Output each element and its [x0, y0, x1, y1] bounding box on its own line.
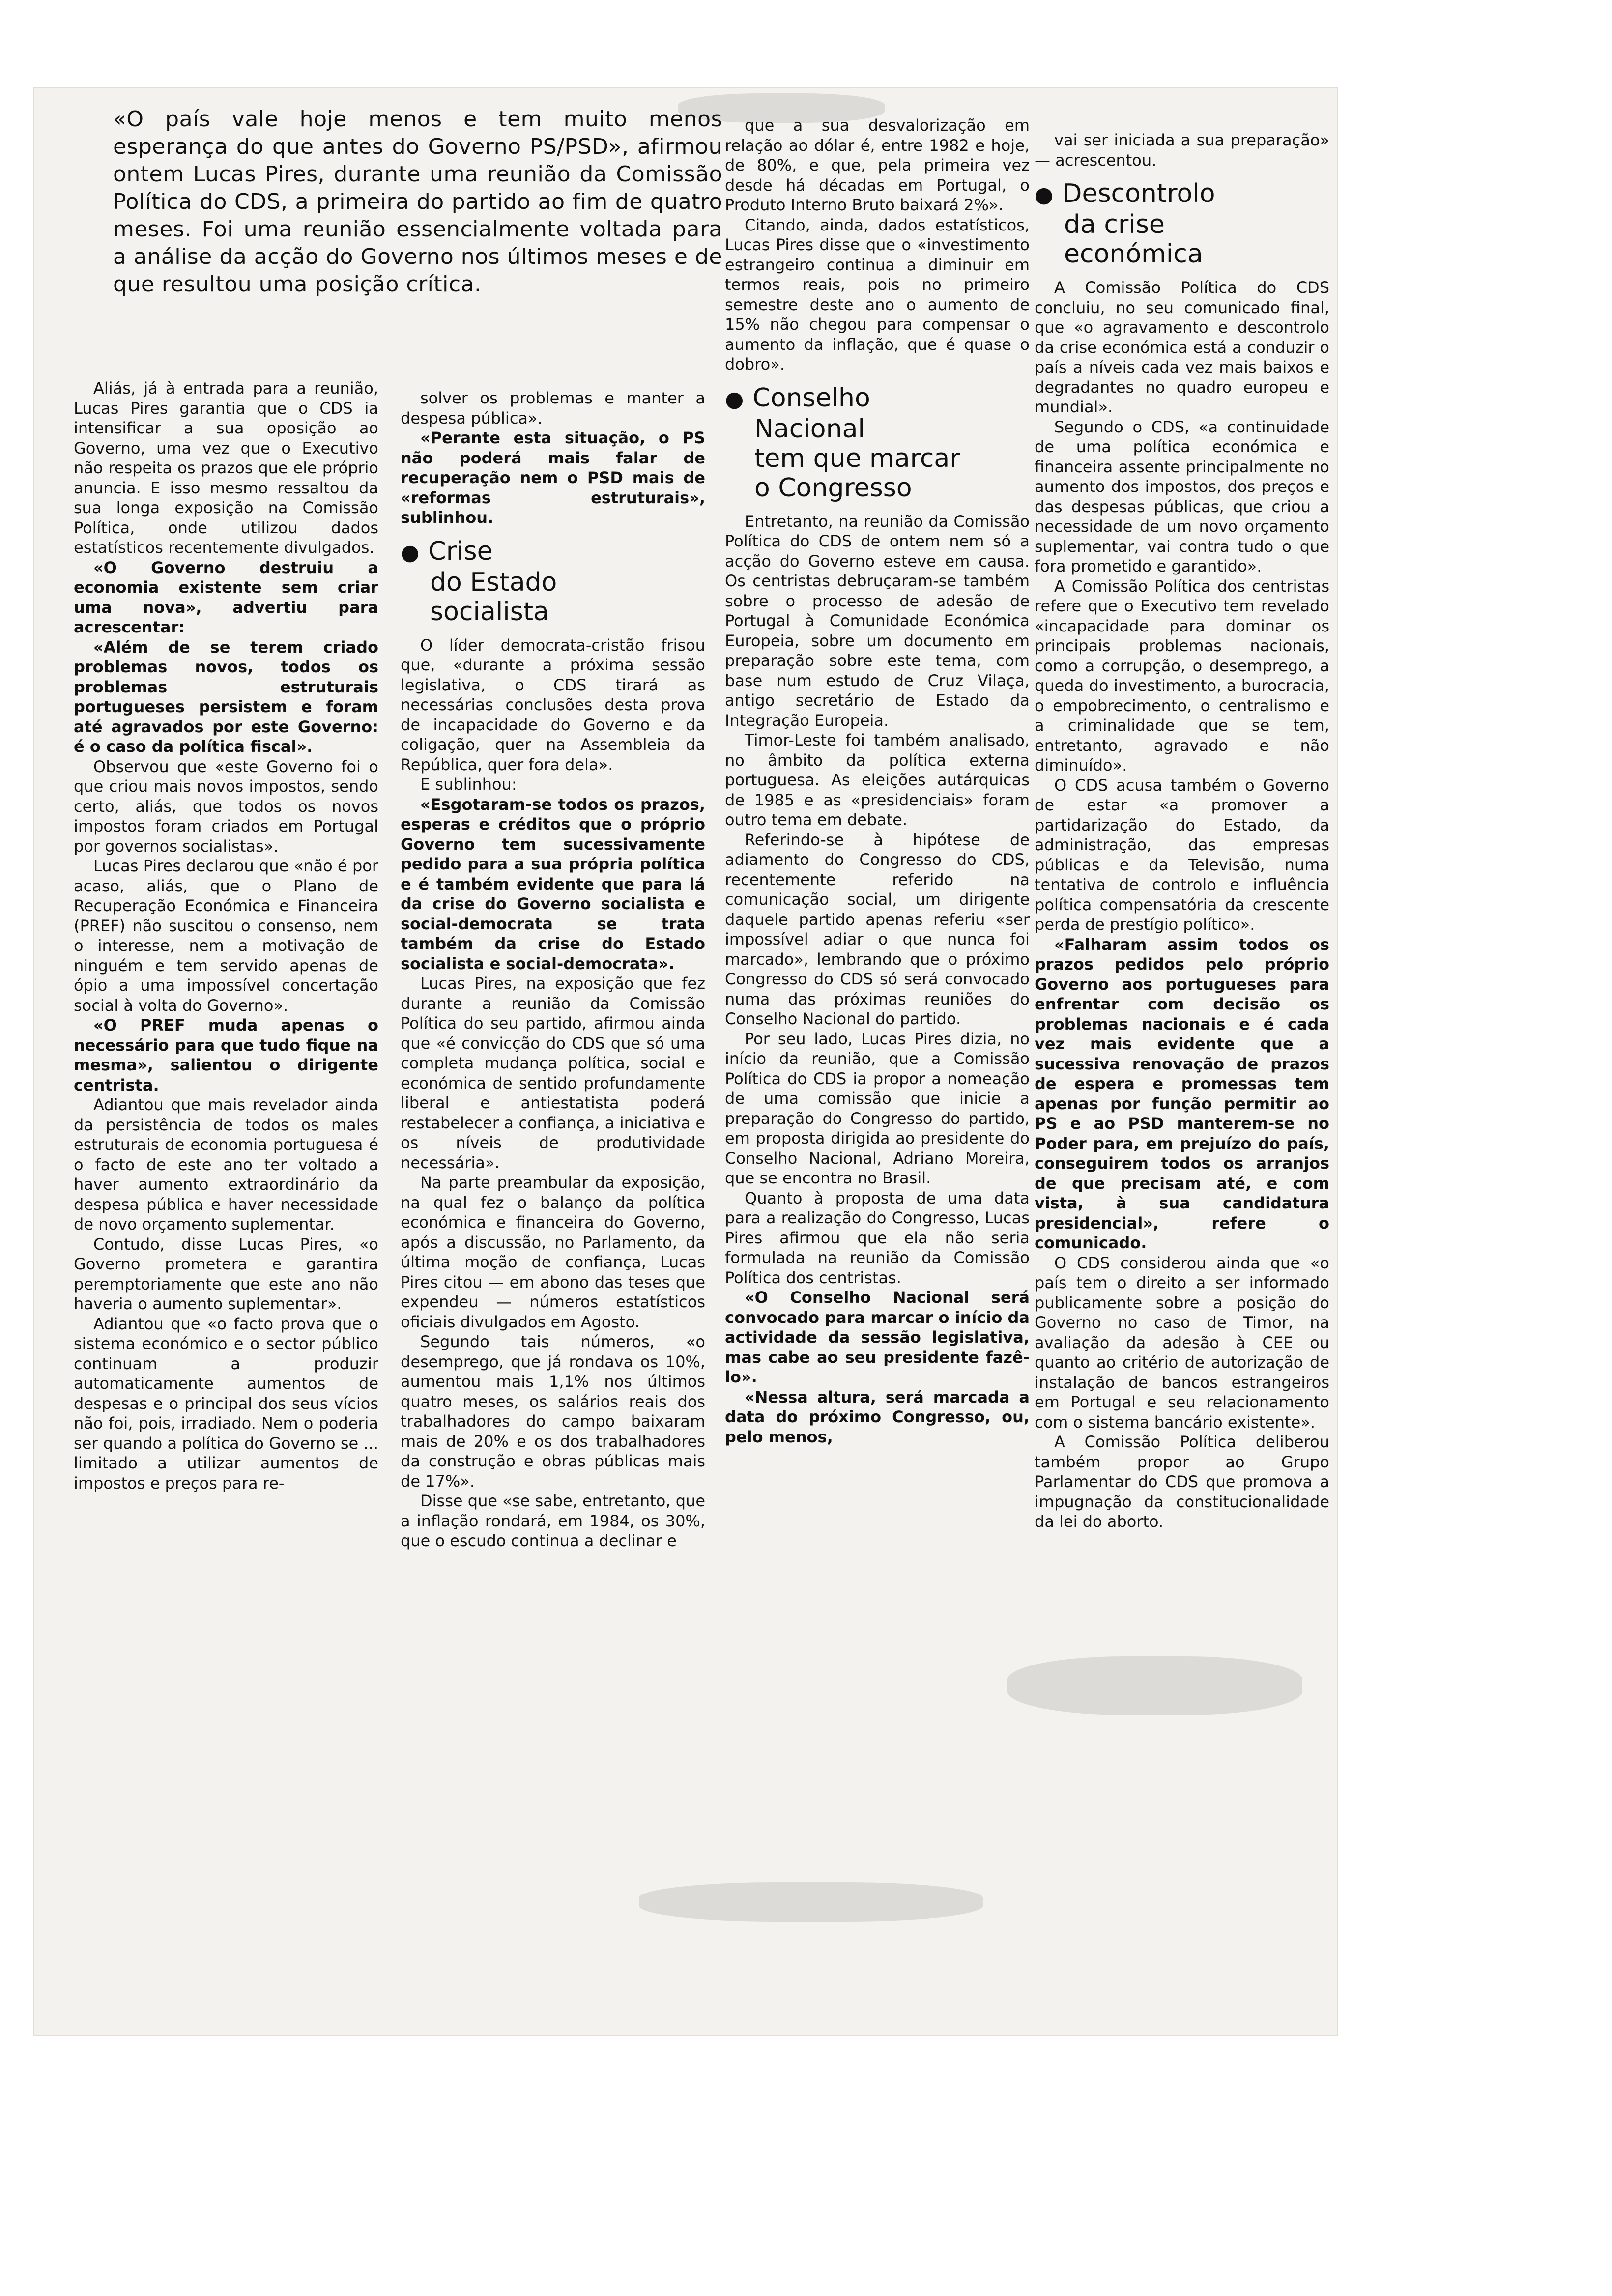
paragraph: Citando, ainda, dados estatísticos, Lucas Pires disse que o «investimento estrangeiro continua a diminuir em termos reais, pois no primeiro semestre deste ano o aumento de 15% não chegou para compensar o aumento da inflação, que é quase o dobro».	[725, 215, 1030, 373]
paragraph: Timor-Leste foi também analisado, no âmbito da política externa portuguesa. As eleições autárquicas de 1985 e as «presidenciais» foram outro tema em debate.	[725, 731, 1030, 829]
paragraph: Contudo, disse Lucas Pires, «o Governo prometera e garantira peremptoriamente que este ano não haveria o aumento suplementar».	[74, 1234, 378, 1313]
paragraph: Adiantou que «o facto prova que o sistema económico e o sector público continuam a produzir automaticamente aumentos de despesas e o principal dos seus vícios não foi, pois, irradiado. Nem o poderia ser quando a política do Governo se ... limitado a utilizar aumentos de impostos e preços para re-	[74, 1314, 378, 1492]
paragraph: Disse que «se sabe, entretanto, que a inflação rondará, em 1984, os 30%, que o escudo continua a declinar e	[401, 1492, 705, 1550]
paragraph: vai ser iniciada a sua preparação» — acrescentou.	[1035, 131, 1329, 170]
lead-paragraph: «O país vale hoje menos e tem muito menos esperança do que antes do Governo PS/PSD», afirmou ontem Lucas Pires, durante uma reunião da Comissão Política do CDS, a primeira do partido ao fim de quatro meses. Foi uma reunião essencialmente voltada para a análise da acção do Governo nos últimos meses e de que resultou uma posição crítica.	[113, 107, 722, 297]
paragraph: A Comissão Política do CDS concluiu, no seu comunicado final, que «o agravamento e descontrolo da crise económica está a conduzir o país a níveis cada vez mais baixos e degradantes no quadro europeu e mundial».	[1035, 278, 1329, 416]
print-smudge	[639, 1882, 983, 1922]
print-smudge	[1008, 1656, 1302, 1715]
paragraph: Quanto à proposta de uma data para a realização do Congresso, Lucas Pires afirmou que ela não seria formulada na reunião da Comissão Política dos centristas.	[725, 1188, 1030, 1287]
paragraph: «Além de se terem criado problemas novos, todos os problemas estruturais portugueses persistem e foram até agravados por este Governo: é o caso da política fiscal».	[74, 637, 378, 756]
column-3-intro	[725, 115, 1030, 374]
paragraph: Entretanto, na reunião da Comissão Política do CDS de ontem nem só a acção do Governo esteve em causa. Os centristas debruçaram-se também sobre o processo de adesão de Portugal à Comunidade Económica Europeia, sobre um documento em preparação sobre este tema, com base num estudo de Cruz Vilaça, antigo secretário de Estado da Integração Europeia.	[725, 512, 1030, 730]
bullet-icon: ●	[725, 386, 744, 412]
paragraph: E sublinhou:	[420, 775, 517, 794]
paragraph: Na parte preambular da exposição, na qual fez o balanço da política económica e financeira do Governo, após a discussão, no Parlamento, da última moção de confiança, Lucas Pires citou — em abono das teses que expendeu — números estatísticos oficiais divulgados em Agosto.	[401, 1173, 705, 1331]
column-4	[1035, 130, 1329, 1532]
column-1	[74, 378, 378, 1493]
subheading-descontrolo: ● Descontrolo da crise económica	[1035, 179, 1215, 269]
paragraph: Por seu lado, Lucas Pires dizia, no início da reunião, que a Comissão Política do CDS ia propor a nomeação de uma comissão que inicie a preparação do Congresso do partido, em proposta dirigida ao presidente do Conselho Nacional, Adriano Moreira, que se encontra no Brasil.	[725, 1029, 1030, 1187]
paragraph: Observou que «este Governo foi o que criou mais novos impostos, sendo certo, aliás, que todos os novos impostos foram criados em Portugal por governos socialistas».	[74, 757, 378, 856]
paragraph: «Nessa altura, será marcada a data do próximo Congresso, ou, pelo menos,	[725, 1387, 1030, 1446]
paragraph: O CDS acusa também o Governo de estar «a promover a partidarização do Estado, da administração, das empresas públicas e da Televisão, numa tentativa de controlo e influência política compensatória da crescente perda de prestígio político».	[1035, 775, 1329, 934]
paragraph: Lucas Pires, na exposição que fez durante a reunião da Comissão Política do seu partido, afirmou ainda que «é convicção do CDS que só uma completa mudança política, social e económica de sentido profundamente liberal e antiestatista poderá restabelecer a confiança, a iniciativa e os níveis de produtividade necessária».	[401, 974, 705, 1172]
column-4-body	[1035, 278, 1329, 1532]
paragraph: «Perante esta situação, o PS não poderá mais falar de recuperação nem o PSD mais de «reformas estruturais», sublinhou.	[401, 429, 705, 527]
paragraph: O CDS considerou ainda que «o país tem o direito a ser informado publicamente sobre a posição do Governo no caso de Timor, na avaliação da adesão à CEE ou quanto ao critério de autorização de instalação de bancos estrangeiros em Portugal e seu relacionamento com o sistema bancário existente».	[1035, 1253, 1329, 1432]
paragraph: Referindo-se à hipótese de adiamento do Congresso do CDS, recentemente referido na comunicação social, um dirigente daquele partido apenas referiu «ser impossível adiar o que nunca foi marcado», lembrando que o próximo Congresso do CDS só será convocado numa das próximas reuniões do Conselho Nacional do partido.	[725, 830, 1030, 1028]
paragraph: A Comissão Política dos centristas refere que o Executivo tem revelado «incapacidade para dominar os principais problemas nacionais, como a corrupção, o desemprego, a queda do investimento, a burocracia, o empobrecimento, o centralismo e a criminalidade que se tem, entretanto, agravado e não diminuído».	[1035, 576, 1329, 775]
paragraph: «Esgotaram-se todos os prazos, esperas e créditos que o próprio Governo tem sucessivamente pedido para a sua própria política e é também evidente que para lá da crise do Governo socialista e social-democrata se trata também da crise do Estado socialista e social-democrata».	[401, 795, 705, 973]
paragraph: «O Governo destruiu a economia existente sem criar uma nova», advertiu para acrescentar:	[74, 558, 378, 636]
subheading-crise: ● Crise do Estado socialista	[401, 536, 557, 627]
column-2-body	[401, 635, 705, 1551]
subheading-conselho: ● Conselho Nacional tem que marcar o Congresso	[725, 383, 960, 503]
paragraph: que a sua desvalorização em relação ao dólar é, entre 1982 e hoje, de 80%, e que, pela primeira vez desde há décadas em Portugal, o Produto Interno Bruto baixará 2%».	[725, 116, 1030, 214]
column-3-body	[725, 512, 1030, 1447]
paragraph: Segundo tais números, «o desemprego, que já rondava os 10%, aumentou mais 1,1% nos últimos quatro meses, os salários reais dos trabalhadores do campo baixaram mais de 20% e os dos trabalhadores da construção e obras públicas mais de 17%».	[401, 1332, 705, 1491]
paragraph: Adiantou que mais revelador ainda da persistência de todos os males estruturais de economia portuguesa é o facto de este ano ter voltado a haver aumento extraordinário da despesa pública e haver necessidade de novo orçamento suplementar.	[74, 1095, 378, 1234]
paragraph: Segundo o CDS, «a continuidade de uma política económica e financeira assente principalmente no aumento dos impostos, dos preços e das despesas públicas, que criou a necessidade de um novo orçamento suplementar, vai contra tudo o que fora prometido e garantido».	[1035, 417, 1329, 575]
paragraph: solver os problemas e manter a despesa pública».	[401, 389, 705, 428]
column-3	[725, 115, 1030, 1447]
paragraph: A Comissão Política deliberou também propor ao Grupo Parlamentar do CDS que promova a impugnação da constitucionalidade da lei do aborto.	[1035, 1433, 1329, 1531]
column-4-intro	[1035, 130, 1329, 170]
column-2	[401, 388, 705, 1551]
paragraph: «Falharam assim todos os prazos pedidos pelo próprio Governo aos portugueses para enfrentar com decisão os problemas nacionais e é cada vez mais evidente que a sucessiva renovação de prazos de espera e promessas tem apenas por função permitir ao PS e ao PSD manterem-se no Poder para, em prejuízo do país, conseguirem todos os arranjos de que precisam até, e com vista, à sua candidatura presidencial», refere o comunicado.	[1035, 935, 1329, 1252]
paragraph: Lucas Pires declarou que «não é por acaso, aliás, que o Plano de Recuperação Económica e Financeira (PREF) não suscitou o consenso, nem o interesse, nem a motivação de ninguém e tem servido apenas de ópio a uma impossível concertação social à volta do Governo».	[74, 857, 378, 1015]
paragraph: Aliás, já à entrada para a reunião, Lucas Pires garantia que o CDS ia intensificar a sua oposição ao Governo, uma vez que o Executivo não respeita os prazos que ele próprio anuncia. E isso mesmo ressaltou da sua longa exposição na Comissão Política, onde utilizou dados estatísticos recentemente divulgados.	[74, 379, 378, 557]
bullet-icon: ●	[401, 540, 420, 565]
bullet-icon: ●	[1035, 182, 1054, 207]
paragraph: «O PREF muda apenas o necessário para que tudo fique na mesma», salientou o dirigente centrista.	[74, 1016, 378, 1094]
column-2-intro	[401, 388, 705, 528]
paragraph: O líder democrata-cristão frisou que, «durante a próxima sessão legislativa, o CDS tirará as necessárias conclusões desta prova de incapacidade do Governo e da coligação, quer na Assembleia da República, quer fora dela».	[401, 635, 705, 774]
paragraph: «O Conselho Nacional será convocado para marcar o início da actividade da sessão legislativa, mas cabe ao seu presidente fazê-lo».	[725, 1288, 1030, 1386]
